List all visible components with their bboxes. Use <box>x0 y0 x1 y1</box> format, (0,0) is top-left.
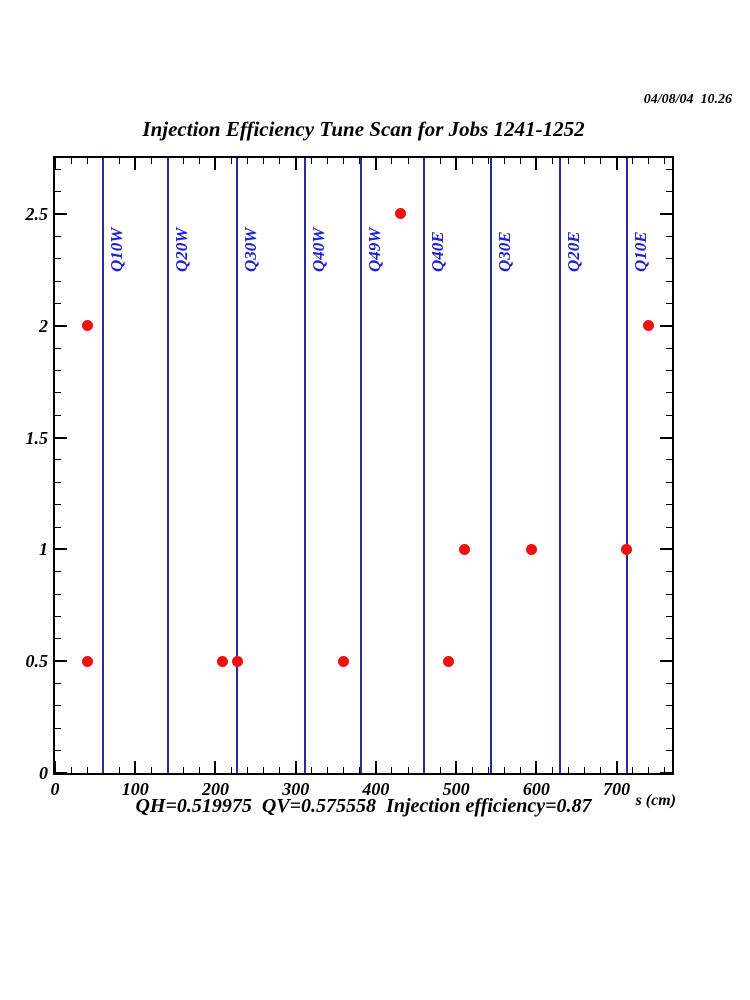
x-major-tick <box>134 158 136 170</box>
data-point <box>526 544 537 555</box>
x-minor-tick <box>263 767 264 773</box>
y-tick-label: 2 <box>39 315 48 336</box>
y-minor-tick <box>55 258 61 259</box>
y-minor-tick <box>666 683 672 684</box>
x-minor-tick <box>311 767 312 773</box>
y-minor-tick <box>55 303 61 304</box>
y-minor-tick <box>55 191 61 192</box>
data-point <box>217 656 228 667</box>
quad-line <box>626 158 628 773</box>
y-minor-tick <box>55 348 61 349</box>
quad-line <box>304 158 306 773</box>
quad-label: Q20W <box>172 227 192 272</box>
chart-title: Injection Efficiency Tune Scan for Jobs 1241-1252 <box>142 117 585 141</box>
data-point <box>621 544 632 555</box>
y-major-tick <box>660 213 672 215</box>
data-point <box>82 656 93 667</box>
y-minor-tick <box>55 482 61 483</box>
y-minor-tick <box>55 750 61 751</box>
y-minor-tick <box>55 370 61 371</box>
x-minor-tick <box>391 158 392 164</box>
x-minor-tick <box>231 767 232 773</box>
y-minor-tick <box>666 594 672 595</box>
x-axis-title: s (cm) <box>635 792 676 809</box>
x-minor-tick <box>279 158 280 164</box>
x-tick-label: 300 <box>282 779 310 799</box>
x-minor-tick <box>440 158 441 164</box>
y-minor-tick <box>55 571 61 572</box>
data-point <box>395 208 406 219</box>
quad-label: Q49W <box>365 227 385 272</box>
quad-label: Q40W <box>308 227 328 272</box>
x-tick-label: 200 <box>201 779 229 799</box>
y-tick-label: 0.5 <box>25 651 48 672</box>
x-tick-label: 0 <box>50 779 60 799</box>
y-minor-tick <box>666 258 672 259</box>
y-minor-tick <box>55 392 61 393</box>
x-major-tick <box>134 761 136 773</box>
quad-label: Q10W <box>107 227 127 272</box>
x-minor-tick <box>183 158 184 164</box>
x-minor-tick <box>568 158 569 164</box>
x-minor-tick <box>520 767 521 773</box>
y-minor-tick <box>666 459 672 460</box>
x-minor-tick <box>119 767 120 773</box>
y-minor-tick <box>666 370 672 371</box>
y-minor-tick <box>666 750 672 751</box>
quad-label: Q20E <box>563 231 583 272</box>
x-minor-tick <box>71 158 72 164</box>
x-major-tick <box>375 158 377 170</box>
x-minor-tick <box>119 158 120 164</box>
x-minor-tick <box>600 767 601 773</box>
y-minor-tick <box>666 571 672 572</box>
x-minor-tick <box>408 158 409 164</box>
y-minor-tick <box>55 616 61 617</box>
x-minor-tick <box>279 767 280 773</box>
quad-line <box>236 158 238 773</box>
y-minor-tick <box>55 459 61 460</box>
x-minor-tick <box>488 158 489 164</box>
y-minor-tick <box>666 504 672 505</box>
quad-label: Q40E <box>428 231 448 272</box>
y-tick-label: 0 <box>39 763 48 783</box>
x-tick-label: 500 <box>442 779 470 799</box>
y-minor-tick <box>666 415 672 416</box>
x-minor-tick <box>343 767 344 773</box>
x-minor-tick <box>568 767 569 773</box>
quad-label: Q30E <box>494 231 514 272</box>
y-minor-tick <box>666 527 672 528</box>
annotation: QH=0.519975 QV=0.575558 Injection efficiency=0.87 <box>135 795 592 817</box>
x-minor-tick <box>664 158 665 164</box>
y-minor-tick <box>666 169 672 170</box>
y-major-tick <box>660 772 672 774</box>
quad-label: Q10E <box>631 231 651 272</box>
x-major-tick <box>295 761 297 773</box>
quad-line <box>423 158 425 773</box>
x-minor-tick <box>472 767 473 773</box>
y-major-tick <box>55 325 67 327</box>
x-minor-tick <box>199 158 200 164</box>
y-minor-tick <box>55 705 61 706</box>
y-minor-tick <box>666 705 672 706</box>
y-minor-tick <box>55 415 61 416</box>
y-minor-tick <box>55 169 61 170</box>
x-minor-tick <box>600 158 601 164</box>
x-minor-tick <box>391 767 392 773</box>
y-minor-tick <box>666 348 672 349</box>
x-minor-tick <box>552 767 553 773</box>
x-tick-label: 600 <box>522 779 550 799</box>
x-minor-tick <box>648 158 649 164</box>
y-minor-tick <box>55 728 61 729</box>
y-major-tick <box>660 437 672 439</box>
x-minor-tick <box>584 158 585 164</box>
x-major-tick <box>214 761 216 773</box>
y-minor-tick <box>666 638 672 639</box>
x-major-tick <box>616 158 618 170</box>
x-major-tick <box>455 761 457 773</box>
quad-line <box>360 158 362 773</box>
x-minor-tick <box>71 767 72 773</box>
y-minor-tick <box>55 504 61 505</box>
x-minor-tick <box>247 158 248 164</box>
x-minor-tick <box>520 158 521 164</box>
y-minor-tick <box>666 482 672 483</box>
y-minor-tick <box>55 281 61 282</box>
y-minor-tick <box>666 392 672 393</box>
y-minor-tick <box>55 236 61 237</box>
x-minor-tick <box>311 158 312 164</box>
y-minor-tick <box>666 191 672 192</box>
x-major-tick <box>616 761 618 773</box>
x-major-tick <box>455 158 457 170</box>
x-minor-tick <box>327 158 328 164</box>
x-minor-tick <box>247 767 248 773</box>
x-minor-tick <box>472 158 473 164</box>
x-minor-tick <box>87 158 88 164</box>
y-major-tick <box>660 325 672 327</box>
x-major-tick <box>295 158 297 170</box>
quad-label: Q30W <box>241 227 261 272</box>
x-tick-label: 400 <box>362 779 390 799</box>
timestamp: 04/08/04 10.26 <box>643 92 732 107</box>
y-major-tick <box>55 213 67 215</box>
data-point <box>338 656 349 667</box>
x-minor-tick <box>504 158 505 164</box>
y-minor-tick <box>666 236 672 237</box>
y-minor-tick <box>666 303 672 304</box>
y-major-tick <box>55 548 67 550</box>
x-minor-tick <box>199 767 200 773</box>
y-tick-label: 1.5 <box>25 427 48 448</box>
data-point <box>82 320 93 331</box>
x-major-tick <box>535 158 537 170</box>
x-minor-tick <box>183 767 184 773</box>
y-minor-tick <box>55 638 61 639</box>
x-tick-label: 700 <box>603 779 631 799</box>
y-major-tick <box>55 772 67 774</box>
x-minor-tick <box>87 767 88 773</box>
quad-line <box>559 158 561 773</box>
quad-line <box>102 158 104 773</box>
y-minor-tick <box>55 594 61 595</box>
x-minor-tick <box>151 767 152 773</box>
x-minor-tick <box>343 158 344 164</box>
y-major-tick <box>660 548 672 550</box>
x-minor-tick <box>440 767 441 773</box>
x-tick-label: 100 <box>121 779 149 799</box>
y-minor-tick <box>55 527 61 528</box>
x-minor-tick <box>327 767 328 773</box>
x-major-tick <box>535 761 537 773</box>
x-minor-tick <box>488 767 489 773</box>
x-minor-tick <box>231 158 232 164</box>
x-minor-tick <box>648 767 649 773</box>
x-minor-tick <box>632 767 633 773</box>
x-minor-tick <box>504 767 505 773</box>
y-tick-label: 2.5 <box>25 203 48 224</box>
x-minor-tick <box>263 158 264 164</box>
quad-line <box>490 158 492 773</box>
x-major-tick <box>214 158 216 170</box>
y-major-tick <box>55 437 67 439</box>
x-minor-tick <box>584 767 585 773</box>
y-minor-tick <box>666 281 672 282</box>
x-minor-tick <box>552 158 553 164</box>
y-major-tick <box>660 660 672 662</box>
y-major-tick <box>55 660 67 662</box>
x-major-tick <box>375 761 377 773</box>
x-minor-tick <box>408 767 409 773</box>
y-minor-tick <box>666 616 672 617</box>
y-tick-label: 1 <box>39 539 48 560</box>
x-minor-tick <box>151 158 152 164</box>
y-minor-tick <box>666 728 672 729</box>
quad-line <box>167 158 169 773</box>
y-minor-tick <box>55 683 61 684</box>
x-minor-tick <box>632 158 633 164</box>
